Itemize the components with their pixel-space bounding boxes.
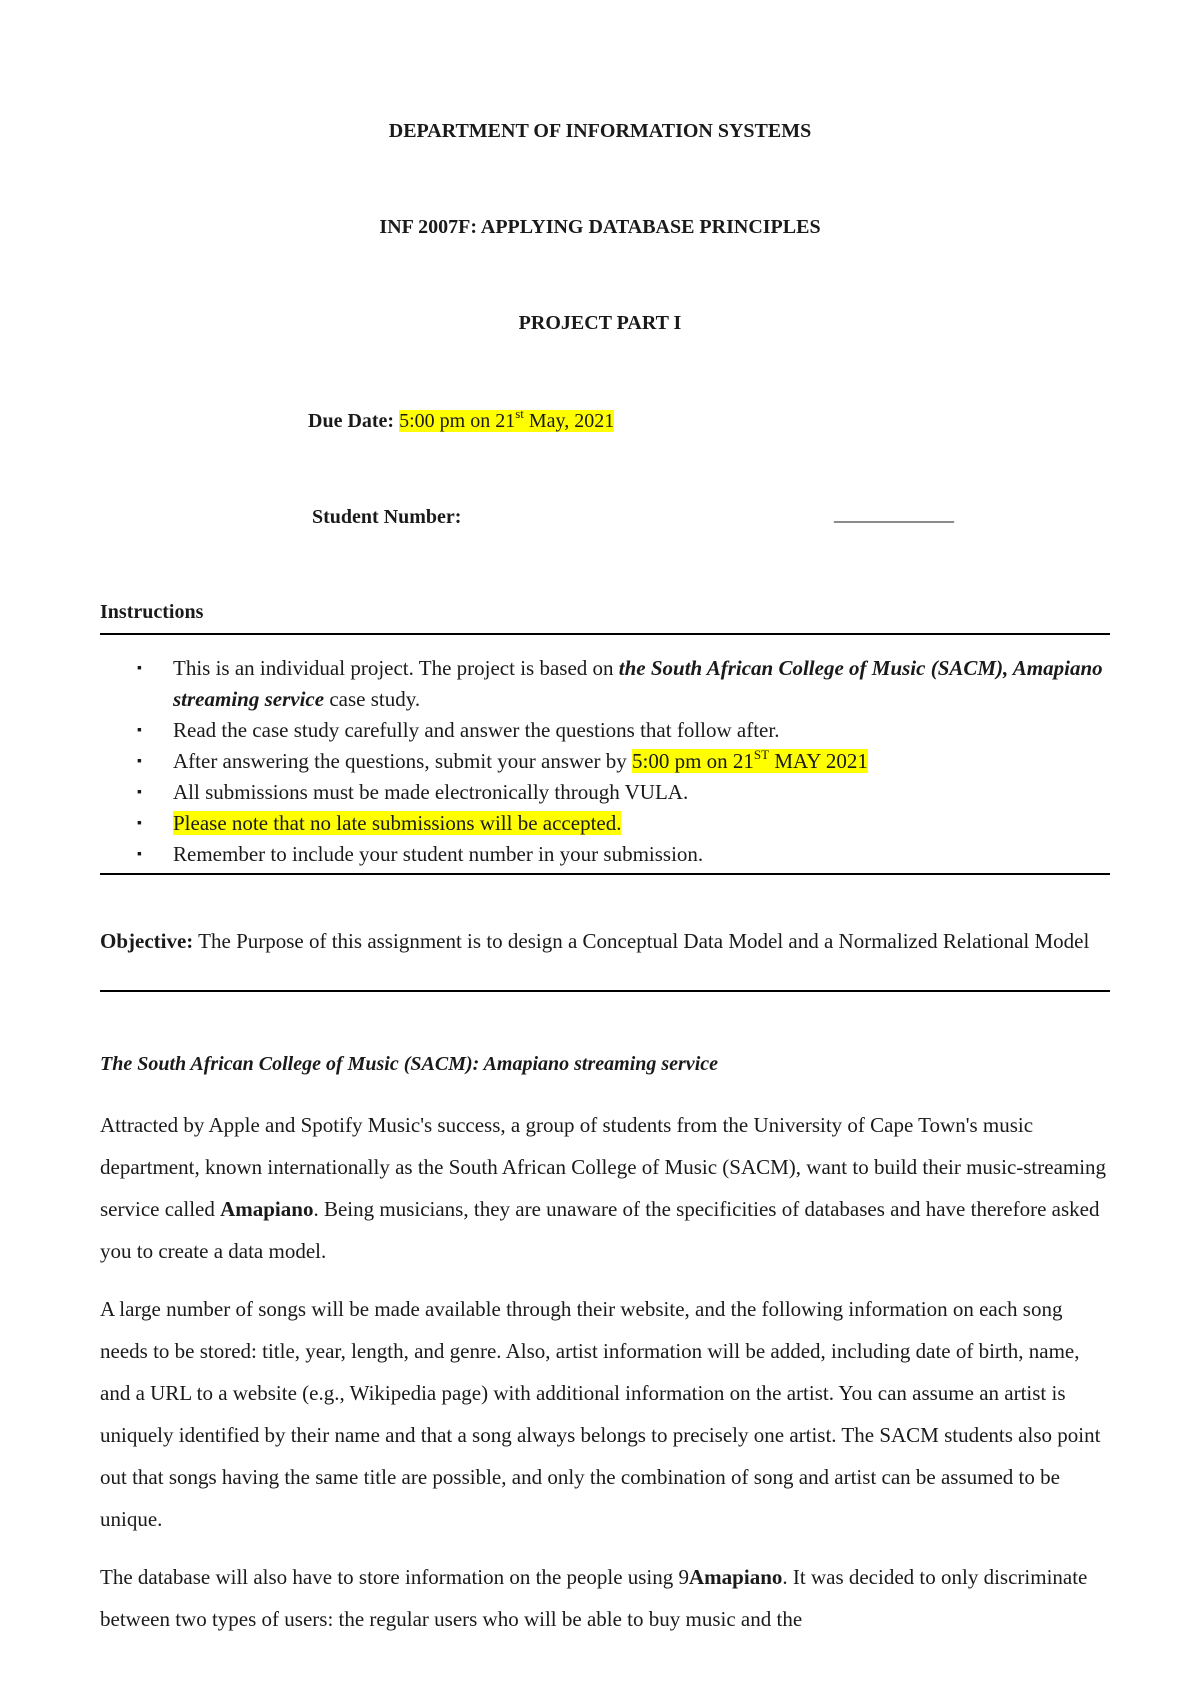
instructions-list: [100, 653, 1110, 870]
instruction-item: ▪ Please note that no late submissions will be accepted.: [100, 808, 1110, 839]
case-study-paragraph-2: A large number of songs will be made available through their website, and the following information on each song needs to be stored: title, year, length, and genre. Also, artist information will be added, including date of birth, name, and a URL to a website (e.g., Wikipedia page) with additional information on the artist. You can assume an artist is uniquely identified by their name and that a song always belongs to precisely one artist. The SACM students also point out that songs having the same title are possible, and only the combination of song and artist can be assumed to be unique.: [100, 1297, 1101, 1531]
due-date-label: Due Date:: [308, 410, 395, 432]
bullet-icon: ▪: [137, 661, 142, 676]
bullet-icon: ▪: [137, 847, 142, 862]
instructions-bottom-rule: [100, 873, 1110, 875]
student-number-blank[interactable]: ____________: [834, 503, 954, 525]
case-study-paragraph-3: The database will also have to store information on the people using 9Amapiano. It was decided to only discriminate between two types of users: the regular users who will be able to buy music and the: [100, 1565, 1088, 1631]
case-study-paragraph-1: Attracted by Apple and Spotify Music's success, a group of students from the University of Cape Town's music department, known internationally as the South African College of Music (SACM), want to build their music-streaming service called Amapiano. Being musicians, they are unaware of the specificities of databases and have therefore asked you to create a data model.: [100, 1113, 1107, 1263]
project-heading: PROJECT PART I: [518, 312, 682, 334]
case-study-title: The South African College of Music (SACM): Amapiano streaming service: [100, 1053, 718, 1075]
due-date-line: [308, 406, 615, 433]
bullet-icon: ▪: [137, 816, 142, 831]
instruction-item: ▪ Read the case study carefully and answer the questions that follow after.: [100, 715, 1110, 746]
bullet-icon: ▪: [137, 723, 142, 738]
instruction-item: ▪ All submissions must be made electronically through VULA.: [100, 777, 1110, 808]
instruction-item: ▪ Remember to include your student number in your submission.: [100, 839, 1110, 870]
bullet-icon: ▪: [137, 785, 142, 800]
objective-label: Objective:: [100, 929, 194, 953]
bullet-icon: ▪: [137, 754, 142, 769]
objective-paragraph: Objective: The Purpose of this assignment is to design a Conceptual Data Model and a Normalized Relational Model: [100, 929, 1090, 953]
department-heading: DEPARTMENT OF INFORMATION SYSTEMS: [388, 120, 812, 142]
instructions-top-rule: [100, 633, 1110, 635]
instruction-item: ▪ This is an individual project. The project is based on the South African College of Music (SACM), Amapiano streaming service case study.: [100, 653, 1110, 715]
objective-bottom-rule: [100, 990, 1110, 992]
due-date-value: 5:00 pm on 21st May, 2021: [399, 406, 615, 432]
instruction-item: ▪ After answering the questions, submit your answer by 5:00 pm on 21ST MAY 2021: [100, 746, 1110, 777]
student-number-label: Student Number:: [312, 506, 462, 528]
course-heading: INF 2007F: APPLYING DATABASE PRINCIPLES: [379, 216, 821, 238]
instructions-heading: Instructions: [100, 601, 204, 623]
